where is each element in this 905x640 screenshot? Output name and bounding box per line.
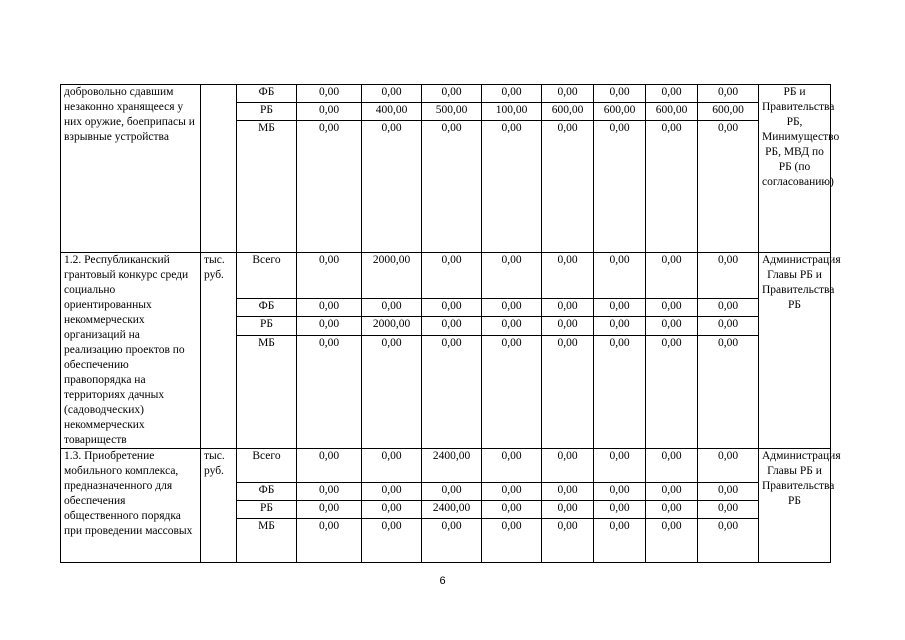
value-cell: 0,00 (297, 483, 362, 501)
page-number: 6 (439, 575, 446, 587)
value-cell: 0,00 (297, 85, 362, 103)
table-row (61, 449, 831, 483)
value-cell: 0,00 (482, 298, 542, 317)
value-cell: 0,00 (594, 501, 646, 519)
value-cell: 0,00 (594, 253, 646, 299)
value-cell: 0,00 (698, 519, 759, 563)
value-cell: 0,00 (698, 449, 759, 483)
value-cell: 0,00 (594, 121, 646, 253)
value-cell: 0,00 (698, 121, 759, 253)
value-cell: 600,00 (594, 103, 646, 121)
value-cell: 0,00 (542, 121, 594, 253)
value-cell: 0,00 (482, 483, 542, 501)
value-cell: 0,00 (422, 317, 482, 336)
value-cell: 0,00 (482, 501, 542, 519)
value-cell: 0,00 (594, 449, 646, 483)
value-cell: 2000,00 (362, 253, 422, 299)
value-cell: 400,00 (362, 103, 422, 121)
value-cell: 0,00 (542, 298, 594, 317)
value-cell: 0,00 (362, 85, 422, 103)
value-cell: 0,00 (362, 449, 422, 483)
value-cell: 0,00 (542, 317, 594, 336)
value-cell: 0,00 (297, 519, 362, 563)
value-cell: 0,00 (646, 449, 698, 483)
value-cell: 0,00 (482, 121, 542, 253)
value-cell: 0,00 (297, 253, 362, 299)
value-cell: 0,00 (698, 253, 759, 299)
value-cell: 0,00 (646, 85, 698, 103)
value-cell: 0,00 (646, 519, 698, 563)
value-cell: 2000,00 (362, 317, 422, 336)
value-cell: 0,00 (542, 335, 594, 448)
value-cell: 0,00 (362, 519, 422, 563)
activity-description: добровольно сдавшим незаконно хранящееся у них оружие, боеприпасы и взрывные устройства (61, 85, 201, 253)
value-cell: 0,00 (362, 121, 422, 253)
value-cell: 0,00 (594, 317, 646, 336)
source-cell: МБ (237, 121, 297, 253)
value-cell: 0,00 (362, 298, 422, 317)
source-cell: РБ (237, 501, 297, 519)
value-cell: 0,00 (422, 519, 482, 563)
value-cell: 0,00 (422, 298, 482, 317)
value-cell: 0,00 (646, 483, 698, 501)
responsible-cell: РБ и Правительства РБ, Минимущество РБ, МВД по РБ (по согласованию) (759, 85, 831, 253)
value-cell: 0,00 (297, 298, 362, 317)
value-cell: 0,00 (646, 335, 698, 448)
value-cell: 0,00 (362, 483, 422, 501)
value-cell: 600,00 (646, 103, 698, 121)
source-cell: РБ (237, 317, 297, 336)
value-cell: 0,00 (482, 519, 542, 563)
value-cell: 0,00 (542, 501, 594, 519)
value-cell: 0,00 (698, 335, 759, 448)
value-cell: 0,00 (542, 449, 594, 483)
value-cell: 0,00 (542, 483, 594, 501)
value-cell: 0,00 (698, 85, 759, 103)
value-cell: 0,00 (482, 85, 542, 103)
value-cell: 2400,00 (422, 501, 482, 519)
value-cell: 0,00 (698, 298, 759, 317)
value-cell: 100,00 (482, 103, 542, 121)
source-cell: МБ (237, 519, 297, 563)
value-cell: 0,00 (297, 449, 362, 483)
value-cell: 0,00 (646, 298, 698, 317)
value-cell: 0,00 (594, 85, 646, 103)
value-cell: 600,00 (542, 103, 594, 121)
value-cell: 0,00 (297, 335, 362, 448)
table-row (61, 253, 831, 299)
value-cell: 0,00 (646, 317, 698, 336)
activity-description: 1.2. Республиканский грантовый конкурс среди социально ориентированных некоммерческих организаций на реализацию проектов по обеспечению правопорядка на территориях дачных (садоводческих) некоммерческих товариществ (61, 253, 201, 449)
value-cell: 0,00 (482, 253, 542, 299)
unit-cell (201, 85, 237, 253)
value-cell: 0,00 (297, 501, 362, 519)
value-cell: 0,00 (698, 317, 759, 336)
source-cell: ФБ (237, 483, 297, 501)
value-cell: 0,00 (542, 519, 594, 563)
unit-cell: тыс. руб. (201, 449, 237, 563)
source-cell: РБ (237, 103, 297, 121)
value-cell: 0,00 (646, 121, 698, 253)
value-cell: 0,00 (422, 253, 482, 299)
activity-description: 1.3. Приобретение мобильного комплекса, предназначенного для обеспечения общественного порядка при проведении массовых (61, 449, 201, 563)
value-cell: 0,00 (594, 483, 646, 501)
value-cell: 0,00 (297, 121, 362, 253)
value-cell: 0,00 (482, 335, 542, 448)
source-cell: МБ (237, 335, 297, 448)
value-cell: 0,00 (698, 483, 759, 501)
unit-cell: тыс. руб. (201, 253, 237, 449)
table-row (61, 85, 831, 103)
value-cell: 0,00 (482, 449, 542, 483)
value-cell: 0,00 (362, 335, 422, 448)
source-cell: ФБ (237, 85, 297, 103)
value-cell: 0,00 (698, 501, 759, 519)
value-cell: 0,00 (422, 121, 482, 253)
value-cell: 0,00 (482, 317, 542, 336)
responsible-cell: Администрация Главы РБ и Правительства РБ (759, 253, 831, 449)
value-cell: 0,00 (646, 501, 698, 519)
value-cell: 0,00 (646, 253, 698, 299)
value-cell: 0,00 (422, 483, 482, 501)
value-cell: 0,00 (594, 335, 646, 448)
value-cell: 600,00 (698, 103, 759, 121)
value-cell: 0,00 (542, 85, 594, 103)
value-cell: 0,00 (542, 253, 594, 299)
value-cell: 2400,00 (422, 449, 482, 483)
funding-table (60, 84, 841, 563)
value-cell: 0,00 (594, 519, 646, 563)
source-cell: Всего (237, 253, 297, 299)
source-cell: Всего (237, 449, 297, 483)
value-cell: 0,00 (297, 103, 362, 121)
value-cell: 0,00 (594, 298, 646, 317)
value-cell: 500,00 (422, 103, 482, 121)
responsible-cell: Администрация Главы РБ и Правительства РБ (759, 449, 831, 563)
value-cell: 0,00 (362, 501, 422, 519)
value-cell: 0,00 (422, 85, 482, 103)
source-cell: ФБ (237, 298, 297, 317)
value-cell: 0,00 (422, 335, 482, 448)
value-cell: 0,00 (297, 317, 362, 336)
